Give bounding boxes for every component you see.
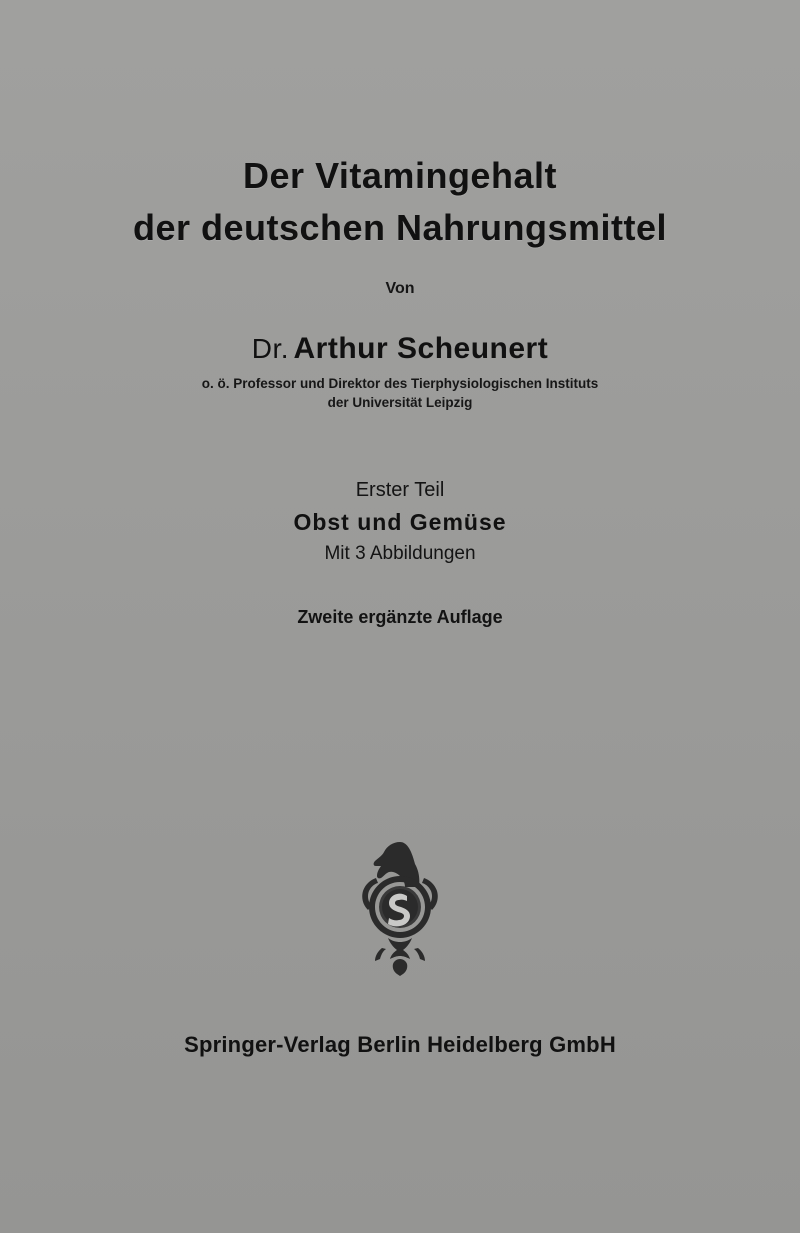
- page-title: [0, 150, 800, 254]
- springer-knight-chess-logo-icon: [358, 838, 442, 990]
- affiliation-line-1: o. ö. Professor und Direktor des Tierphysiologischen Instituts: [201, 376, 599, 391]
- title-line-2: der deutschen Nahrungsmittel: [132, 207, 668, 248]
- publisher-name: Springer-Verlag Berlin Heidelberg GmbH: [184, 1032, 616, 1057]
- byline-label: Von: [385, 280, 415, 297]
- edition-statement: Zweite ergänzte Auflage: [297, 607, 503, 627]
- author-title-prefix: Dr.: [251, 333, 290, 364]
- figures-note: Mit 3 Abbildungen: [324, 543, 476, 564]
- author-name: Arthur Scheunert: [293, 332, 549, 365]
- part-label: Erster Teil: [355, 479, 445, 501]
- title-line-1: Der Vitamingehalt: [243, 155, 557, 196]
- author-affiliation: [0, 374, 800, 412]
- author-block: [0, 332, 800, 366]
- part-block: [0, 475, 800, 569]
- affiliation-line-2: der Universität Leipzig: [327, 395, 473, 410]
- part-title: Obst und Gemüse: [293, 509, 507, 535]
